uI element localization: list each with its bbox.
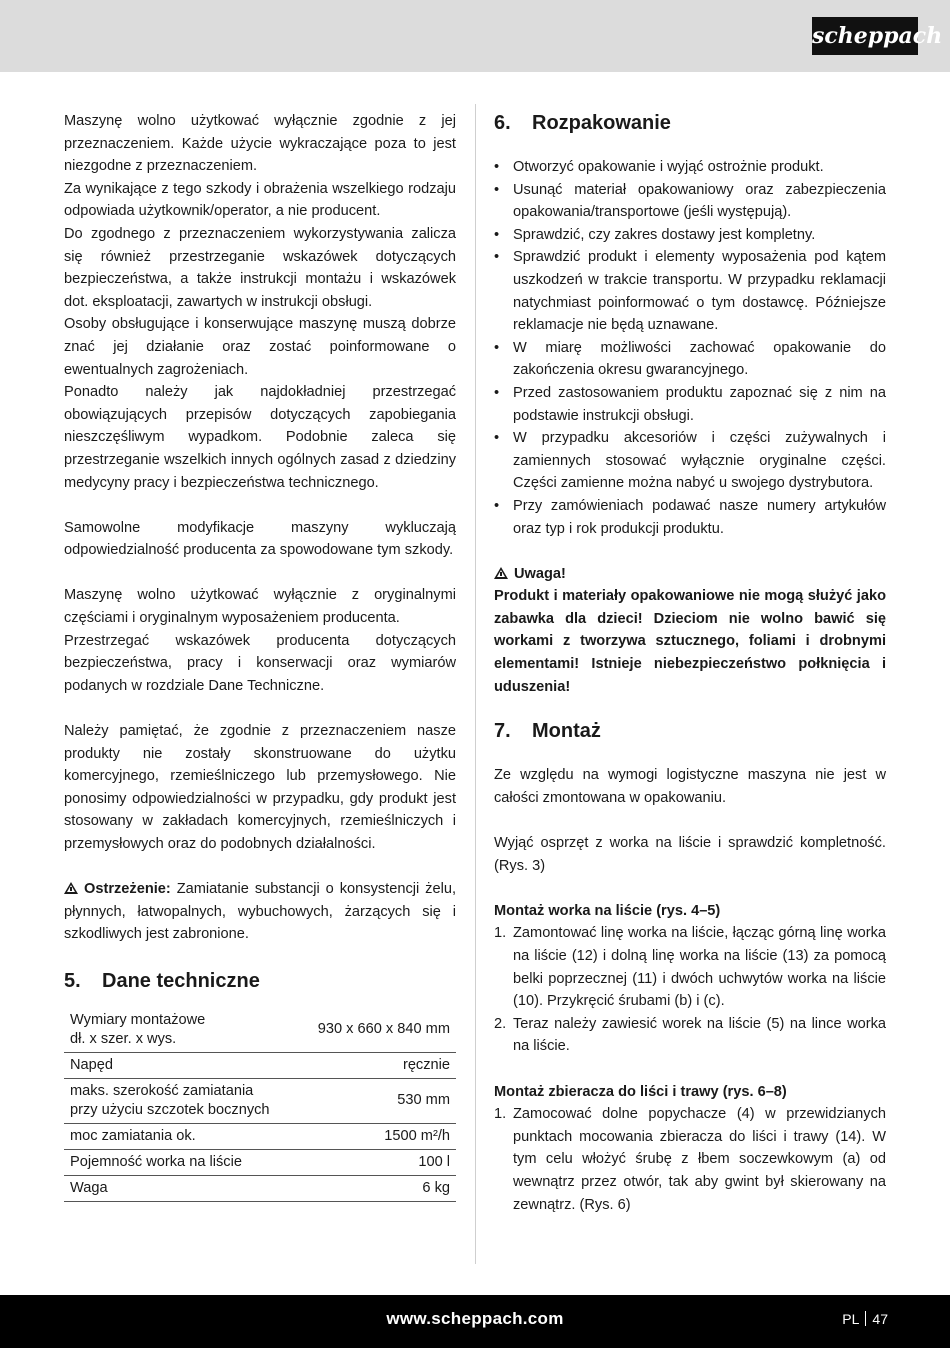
step-number: 1. (494, 1106, 507, 1123)
step-text: Zamocować dolne popychacze (4) w przewidzianych punktach mocowania zbieracza do liści i trawy (14). W tym celu włożyć śrubę z łbem soczewkowym (a) od wewnątrz przez otwór, tak aby gwint był skierowany na zewnątrz. (Rys. 6) (513, 1106, 886, 1213)
paragraph: Ponadto należy jak najdokładniej przestrzegać obowiązujących przepisów dotyczących zapobiegania nieszczęśliwym wypadkom. Podobnie zaleca się przestrzeganie wszelkich innych ogólnych zasad z dziedziny medycyny pracy i bezpieczeństwa technicznego. (64, 384, 456, 491)
left-column (64, 110, 456, 1202)
step-number: 2. (494, 1015, 507, 1032)
website-link[interactable]: www.scheppach.com (386, 1309, 564, 1328)
step-number: 1. (494, 925, 507, 942)
paragraph: Do zgodnego z przeznaczeniem wykorzystywania zalicza się również przestrzeganie wskazówek dotyczących bezpieczeństwa, a także instrukcji montażu i wskazówek dot. eksploatacji, zawartych w instrukcji obsługi. (64, 225, 456, 310)
paragraph: Samowolne modyfikacje maszyny wykluczają odpowiedzialność producenta za spowodowane tym szkody. (64, 519, 456, 559)
warning-paragraph (64, 878, 456, 946)
paragraph: Przestrzegać wskazówek producenta dotyczących bezpieczeństwa, pracy i konserwacji oraz wymiarów podanych w rozdziale Dane Techniczne. (64, 632, 456, 694)
column-divider (475, 104, 476, 1264)
spec-label: moc zamiatania ok. (64, 1123, 297, 1149)
list-item: • Przed zastosowaniem produktu zapoznać się z nim na podstawie instrukcji obsługi. (494, 382, 886, 427)
spec-row (64, 1175, 456, 1201)
warning-triangle-icon (494, 567, 508, 579)
list-item: • Sprawdzić, czy zakres dostawy jest kompletny. (494, 224, 886, 247)
subheading: Montaż zbieracza do liści i trawy (rys. 6–8) (494, 1083, 787, 1100)
step-text: Zamontować linę worka na liście, łącząc górną linę worka na liście (12) i dolną linę worka na liście (13) za pomocą belki poprzecznej (11) i dwóch uchwytów worka na liście (10). Przykręcić śrubami (b) i (c). (513, 925, 886, 1010)
spec-label: maks. szerokość zamiatania przy użyciu szczotek bocznych (64, 1078, 297, 1123)
step-text: Teraz należy zawiesić worek na liście (5) na lince worka na liście. (513, 1015, 886, 1055)
subheading: Montaż worka na liście (rys. 4–5) (494, 902, 721, 919)
steps-list (494, 922, 886, 1058)
header-band (0, 0, 950, 72)
spec-row (64, 1149, 456, 1175)
spec-label: Waga (64, 1175, 297, 1201)
list-item: • Przy zamówieniach podawać nasze numery artykułów oraz typ i rok produkcji produktu. (494, 495, 886, 540)
spec-value: 930 x 660 x 840 mm (297, 1008, 456, 1053)
list-item: • W przypadku akcesoriów i części zużywalnych i zamiennych stosować wyłącznie oryginalne części. Części zamienne można nabyć u swojego dystrybutora. (494, 427, 886, 495)
section-heading-7: 7. Montaż (494, 720, 601, 743)
spec-label: Pojemność worka na liście (64, 1149, 297, 1175)
paragraph: Za wynikające z tego szkody i obrażenia wszelkiego rodzaju odpowiada użytkownik/operator, a nie producent. (64, 180, 456, 220)
paragraph: Ze względu na wymogi logistyczne maszyna nie jest w całości zmontowana w opakowaniu. (494, 767, 886, 806)
footer-bar (0, 1295, 950, 1348)
spec-table (64, 1008, 456, 1202)
spec-value: 6 kg (297, 1175, 456, 1201)
warning-label: Ostrzeżenie: (84, 881, 171, 898)
list-item: • Otworzyć opakowanie i wyjąć ostrożnie produkt. (494, 156, 886, 179)
paragraph: Wyjąć osprzęt z worka na liście i sprawdzić kompletność. (Rys. 3) (494, 835, 886, 874)
page-number: 47 (872, 1311, 888, 1327)
spec-value: 1500 m²/h (297, 1123, 456, 1149)
list-item: • Sprawdzić produkt i elementy wyposażenia pod kątem uszkodzeń w trakcie transportu. W przypadku reklamacji natychmiast poinformować o tym dostawcę. Późniejsze reklamacje nie będą uznawane. (494, 246, 886, 336)
caution-heading: Uwaga! (494, 563, 886, 586)
page-indicator (842, 1311, 888, 1327)
paragraph: Maszynę wolno użytkować wyłącznie zgodnie z jej przeznaczeniem. Każde użycie wykraczające poza to jest niezgodne z przeznaczeniem. (64, 113, 456, 175)
spec-label: Wymiary montażowe dł. x szer. x wys. (64, 1008, 297, 1053)
spec-row (64, 1078, 456, 1123)
caution-text: Produkt i materiały opakowaniowe nie mogą służyć jako zabawka dla dzieci! Dzieciom nie wolno bawić się workami z tworzywa sztucznego, foliami i drobnymi elementami! Istnieje niebezpieczeństwo połknięcia i uduszenia! (494, 588, 886, 695)
paragraph: Należy pamiętać, że zgodnie z przeznaczeniem nasze produkty nie zostały skonstruowane do użytku komercyjnego, rzemieślniczego lub przemysłowego. Nie ponosimy odpowiedzialności w przypadku, gdy produkt jest stosowany w zakładach komercyjnych, rzemieślniczych i przemysłowych oraz do podobnych działalności. (64, 723, 456, 852)
spec-row (64, 1123, 456, 1149)
paragraph: Osoby obsługujące i konserwujące maszynę muszą dobrze znać jej działanie oraz zostać poinformowane o ewentualnych zagrożeniach. (64, 316, 456, 378)
section-heading-6: 6. Rozpakowanie (494, 112, 671, 134)
spec-row (64, 1008, 456, 1053)
language-code: PL (842, 1311, 860, 1327)
right-column (494, 110, 886, 1216)
step-item (494, 1103, 886, 1216)
section-heading-5: 5. Dane techniczne (64, 969, 260, 992)
scheppach-logo: scheppach (812, 17, 918, 55)
spec-label: Napęd (64, 1052, 297, 1078)
list-item: • W miarę możliwości zachować opakowanie do zakończenia okresu gwarancyjnego. (494, 337, 886, 382)
paragraph: Maszynę wolno użytkować wyłącznie z oryginalnymi częściami i oryginalnym wyposażeniem producenta. (64, 587, 456, 627)
spec-value: 530 mm (297, 1078, 456, 1123)
step-item (494, 922, 886, 1012)
spec-row (64, 1052, 456, 1078)
step-item (494, 1013, 886, 1058)
unpacking-list (494, 156, 886, 540)
steps-list (494, 1103, 886, 1216)
warning-text: Zamiatanie substancji o konsystencji żelu, płynnych, łatwopalnych, wybuchowych, żarzących się i szkodliwych jest zabronione. (64, 881, 456, 943)
list-item: • Usunąć materiał opakowaniowy oraz zabezpieczenia opakowania/transportowe (jeśli występują). (494, 179, 886, 224)
spec-value: ręcznie (297, 1052, 456, 1078)
spec-value: 100 l (297, 1149, 456, 1175)
warning-triangle-icon (64, 882, 78, 894)
